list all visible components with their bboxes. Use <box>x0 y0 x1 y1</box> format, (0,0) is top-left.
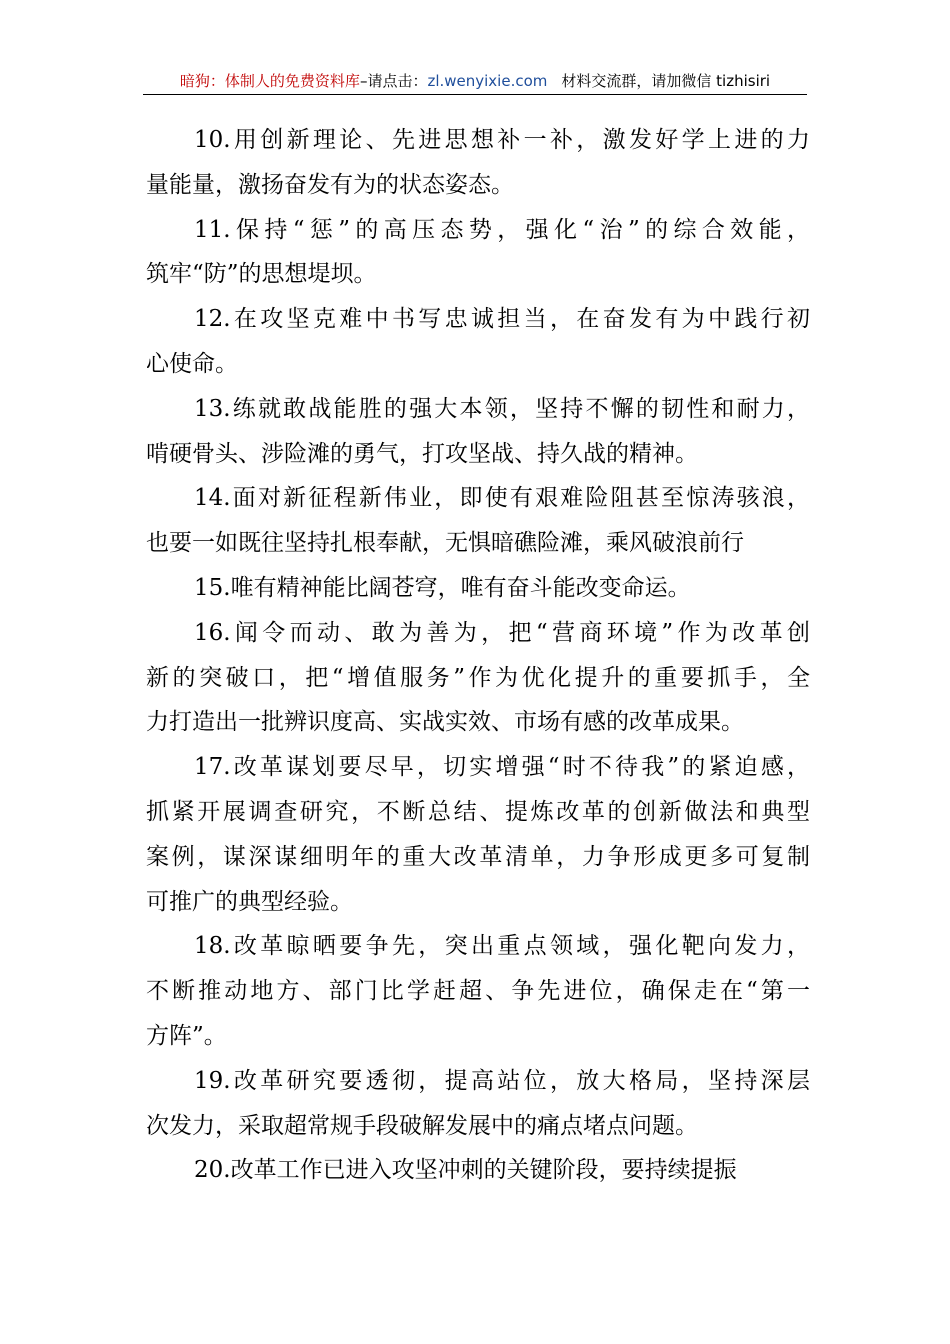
paragraph <box>146 566 810 611</box>
text-line: 10.用创新理论、先进思想补一补，激发好学上进的力 <box>194 127 810 153</box>
paragraph <box>146 297 810 387</box>
text-line: 筑牢“防”的思想堤坝。 <box>146 261 377 288</box>
paragraph <box>146 476 810 566</box>
text-line: 也要一如既往坚持扎根奉献，无惧暗礁险滩，乘风破浪前行 <box>146 530 744 557</box>
text-line: 力打造出一批辨识度高、实战实效、市场有感的改革成果。 <box>146 709 744 736</box>
page-header <box>143 68 807 95</box>
paragraph <box>146 1059 810 1149</box>
text-line: 量能量，激扬奋发有为的状态姿态。 <box>146 171 514 198</box>
header-click-prompt: –请点击： <box>359 72 428 90</box>
text-line: 11.保持“惩”的高压态势，强化“治”的综合效能， <box>194 216 810 243</box>
header-url-link[interactable]: zl.wenyixie.com <box>427 72 548 90</box>
header-wechat-note: 材料交流群，请加微信 tizhisiri <box>561 72 771 90</box>
text-line: 19.改革研究要透彻，提高站位，放大格局，坚持深层 <box>194 1067 810 1094</box>
text-line: 17.改革谋划要尽早，切实增强“时不待我”的紧迫感， <box>194 754 810 781</box>
text-line: 新的突破口，把“增值服务”作为优化提升的重要抓手，全 <box>146 664 810 691</box>
text-line: 抓紧开展调查研究，不断总结、提炼改革的创新做法和典型 <box>146 798 810 825</box>
paragraph <box>146 387 810 477</box>
paragraph <box>146 745 810 924</box>
text-line: 18.改革晾晒要争先，突出重点领域，强化靶向发力， <box>194 933 810 960</box>
text-line: 15.唯有精神能比阔苍穹，唯有奋斗能改变命运。 <box>194 574 691 601</box>
text-line: 16.闻令而动、敢为善为，把“营商环境”作为改革创 <box>194 619 810 646</box>
document-body <box>146 118 810 1193</box>
paragraph <box>146 208 810 298</box>
text-line: 12.在攻坚克难中书写忠诚担当，在奋发有为中践行初 <box>194 306 810 333</box>
text-line: 不断推动地方、部门比学赶超、争先进位，确保走在“第一 <box>146 978 810 1005</box>
text-line: 20.改革工作已进入攻坚冲刺的关键阶段，要持续提振 <box>194 1157 737 1184</box>
text-line: 可推广的典型经验。 <box>146 888 353 915</box>
paragraph <box>146 1148 810 1193</box>
text-line: 方阵”。 <box>146 1022 227 1049</box>
text-line: 啃硬骨头、涉险滩的勇气，打攻坚战、持久战的精神。 <box>146 440 698 467</box>
paragraph <box>146 924 810 1058</box>
paragraph <box>146 611 810 745</box>
text-line: 心使命。 <box>146 350 238 377</box>
header-brand: 暗狗：体制人的免费资料库 <box>179 72 360 90</box>
text-line: 13.练就敢战能胜的强大本领，坚持不懈的韧性和耐力， <box>194 395 810 422</box>
paragraph <box>146 118 810 208</box>
text-line: 次发力，采取超常规手段破解发展中的痛点堵点问题。 <box>146 1112 698 1139</box>
text-line: 14.面对新征程新伟业，即使有艰难险阻甚至惊涛骇浪， <box>194 485 810 512</box>
text-line: 案例，谋深谋细明年的重大改革清单，力争形成更多可复制 <box>146 843 810 870</box>
